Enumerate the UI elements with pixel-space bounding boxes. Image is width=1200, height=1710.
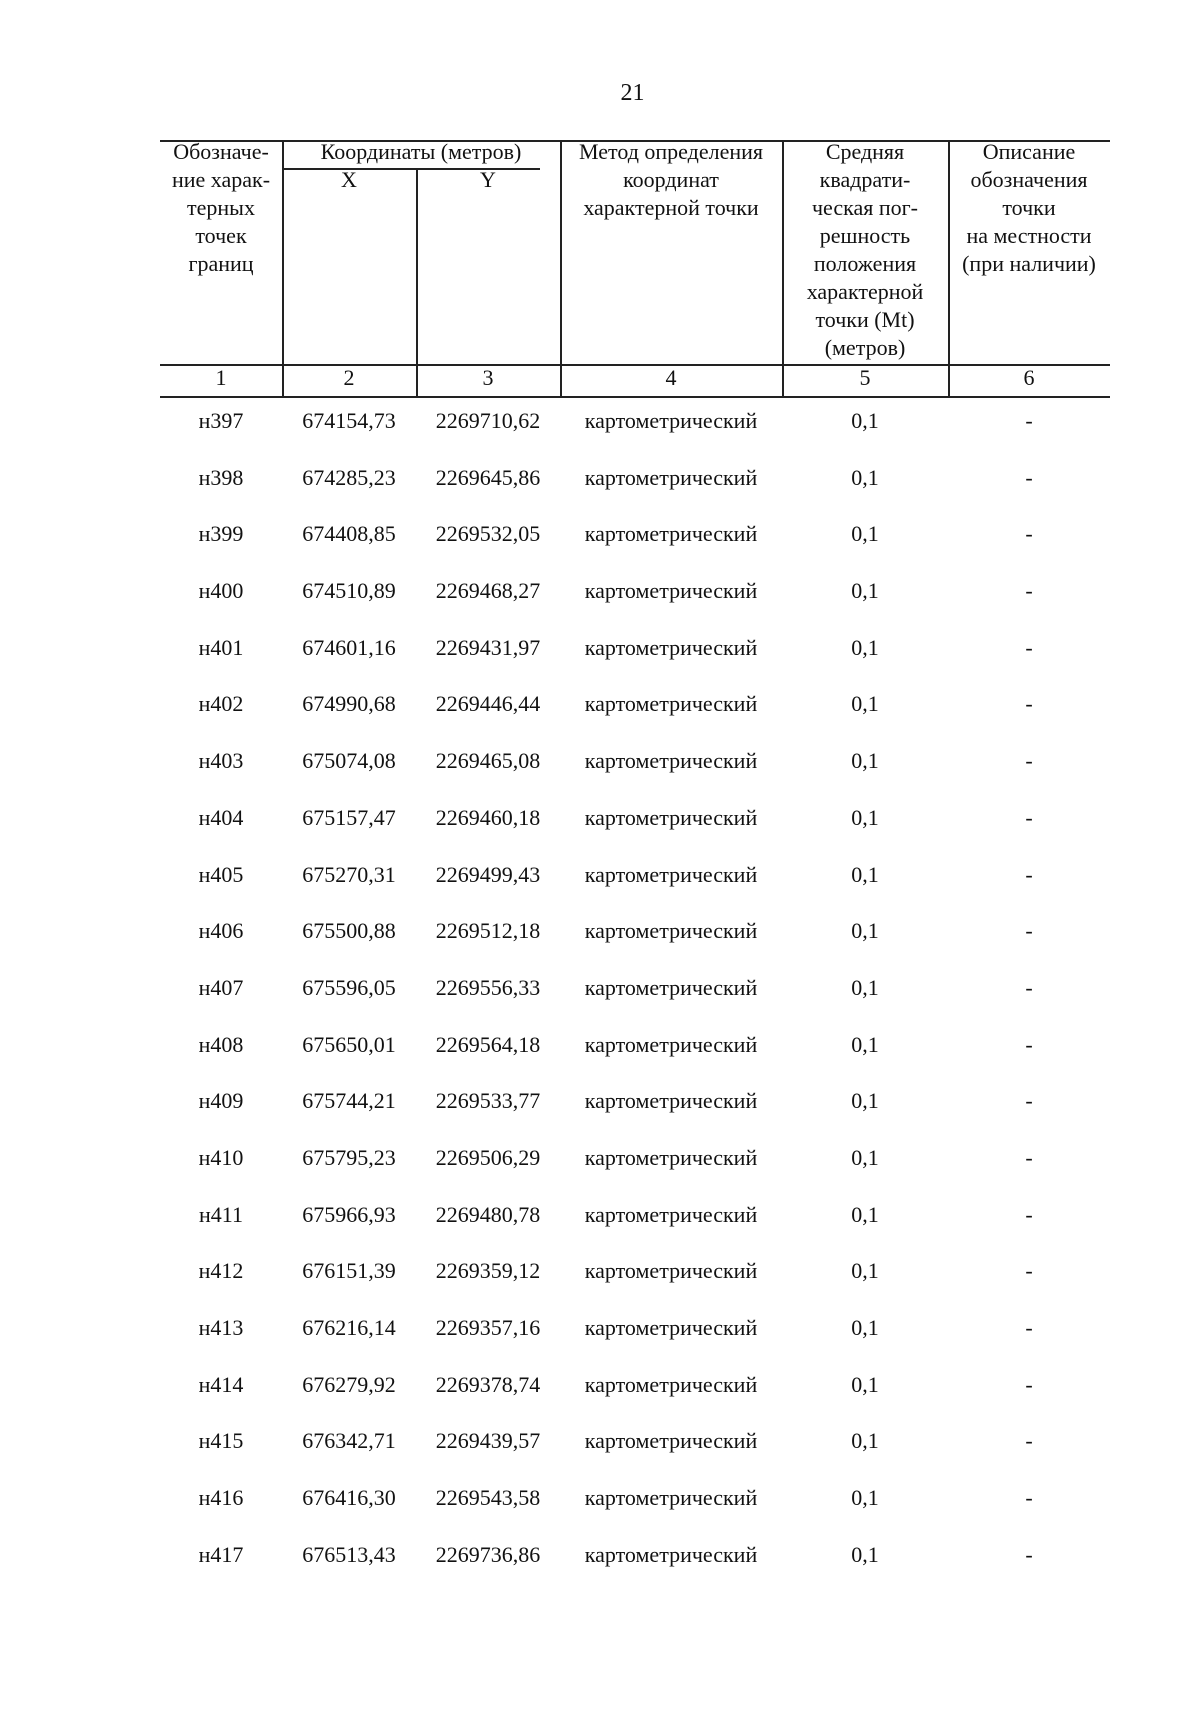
col-divider-2 [416,168,418,397]
header-mean-error: Средняя квадрати- ческая пог- решность положения характерной точки (Mt) (метров) [806,139,924,360]
point-id: н402 [198,691,244,717]
table-row [160,1313,1110,1370]
mean-error: 0,1 [851,408,879,433]
coord-x: 675650,01 [302,1031,396,1057]
mean-error: 0,1 [851,1144,879,1170]
mean-error: 0,1 [851,748,879,774]
description: - [1025,1315,1033,1340]
coord-x: 676151,39 [302,1258,396,1284]
coord-y: 2269506,29 [435,1144,541,1170]
point-id: н417 [198,1541,244,1567]
mean-error: 0,1 [851,804,879,830]
header-point-designation: Обозначе- ние харак- терных точек границ [171,139,271,276]
column-number-4: 4 [665,365,677,390]
coord-y: 2269533,77 [435,1088,541,1114]
table-row [160,1200,1110,1257]
description: - [1025,1144,1033,1170]
description: - [1025,1485,1033,1511]
method: картометрический [584,1088,758,1114]
coord-x: 675074,08 [302,748,396,774]
method: картометрический [584,974,758,1000]
method: картометрический [584,464,758,490]
method: картометрический [584,578,758,604]
point-id: н403 [198,748,244,774]
table-body [160,406,1110,1596]
coord-x: 676342,71 [302,1428,396,1454]
coord-y: 2269378,74 [435,1371,541,1397]
mean-error: 0,1 [851,918,879,944]
table-row [160,689,1110,746]
description: - [1025,1258,1033,1284]
coord-x: 675795,23 [302,1144,396,1170]
point-id: н415 [198,1428,244,1454]
mean-error: 0,1 [851,1485,879,1511]
description: - [1025,521,1033,547]
point-id: н407 [198,974,244,1000]
point-id: н400 [198,578,244,604]
table-row [160,1030,1110,1087]
table-row [160,1540,1110,1597]
table-row [160,1426,1110,1483]
description: - [1025,691,1033,717]
header-description: Описание обозначения точки на местности (при наличии) [962,139,1096,276]
coord-y: 2269532,05 [435,521,541,547]
coord-y: 2269460,18 [435,804,541,830]
table-row [160,746,1110,803]
mean-error: 0,1 [851,1031,879,1057]
method: картометрический [584,1428,758,1454]
coord-x: 675270,31 [302,861,396,887]
coord-x: 676216,14 [302,1315,396,1340]
mean-error: 0,1 [851,1088,879,1114]
description: - [1025,804,1033,830]
description: - [1025,464,1033,490]
boundary-points-table [160,138,1110,1596]
description: - [1025,1031,1033,1057]
point-id: н398 [198,464,244,490]
description: - [1025,634,1033,660]
coord-x: 674990,68 [302,691,396,717]
coord-y: 2269359,12 [435,1258,541,1284]
table-row [160,973,1110,1030]
mean-error: 0,1 [851,1315,879,1340]
column-number-6: 6 [1023,365,1035,390]
column-numbers-bottom-rule [160,396,1110,398]
table-row [160,1370,1110,1427]
coord-x: 675966,93 [302,1201,396,1227]
method: картометрический [584,1144,758,1170]
coord-y: 2269710,62 [435,408,541,433]
mean-error: 0,1 [851,974,879,1000]
header-x: X [341,167,357,192]
coord-y: 2269499,43 [435,861,541,887]
coord-x: 676513,43 [302,1541,396,1567]
table-header [160,138,1110,398]
point-id: н412 [198,1258,244,1284]
method: картометрический [584,691,758,717]
mean-error: 0,1 [851,691,879,717]
mean-error: 0,1 [851,464,879,490]
page-number: 21 [620,80,645,106]
point-id: н404 [198,804,244,830]
method: картометрический [584,634,758,660]
point-id: н410 [198,1144,244,1170]
coord-x: 675596,05 [302,974,396,1000]
point-id: н399 [198,521,244,547]
description: - [1025,1428,1033,1454]
coord-x: 676279,92 [302,1371,396,1397]
coord-x: 674154,73 [302,408,396,433]
coord-x: 675157,47 [302,804,396,830]
table-row [160,1256,1110,1313]
coord-y: 2269446,44 [435,691,541,717]
column-number-1: 1 [215,365,227,390]
description: - [1025,1088,1033,1114]
description: - [1025,918,1033,944]
method: картометрический [584,748,758,774]
point-id: н405 [198,861,244,887]
table-row [160,519,1110,576]
coord-y: 2269736,86 [435,1541,541,1567]
coord-y: 2269543,58 [435,1485,541,1511]
table-row [160,860,1110,917]
header-y: Y [480,167,496,192]
point-id: н408 [198,1031,244,1057]
coord-y: 2269645,86 [435,464,541,490]
coord-x: 674601,16 [302,634,396,660]
method: картометрический [584,1031,758,1057]
method: картометрический [584,918,758,944]
coord-y: 2269357,16 [435,1315,541,1340]
coord-y: 2269480,78 [435,1201,541,1227]
coord-y: 2269431,97 [435,634,541,660]
table-row [160,576,1110,633]
point-id: н411 [199,1201,243,1227]
coord-x: 675744,21 [302,1088,396,1114]
method: картометрический [584,1201,758,1227]
coord-y: 2269468,27 [435,578,541,604]
table-row [160,1483,1110,1540]
mean-error: 0,1 [851,1541,879,1567]
coord-y: 2269465,08 [435,748,541,774]
description: - [1025,974,1033,1000]
method: картометрический [584,408,758,433]
column-number-3: 3 [482,365,494,390]
mean-error: 0,1 [851,578,879,604]
method: картометрический [584,1485,758,1511]
coord-x: 675500,88 [302,918,396,944]
table-row [160,463,1110,520]
method: картометрический [584,521,758,547]
mean-error: 0,1 [851,1428,879,1454]
mean-error: 0,1 [851,861,879,887]
coord-x: 674285,23 [302,464,396,490]
method: картометрический [584,1258,758,1284]
coord-y: 2269556,33 [435,974,541,1000]
point-id: н406 [198,918,244,944]
mean-error: 0,1 [851,634,879,660]
coord-x: 674510,89 [302,578,396,604]
description: - [1025,748,1033,774]
mean-error: 0,1 [851,1371,879,1397]
coord-y: 2269512,18 [435,918,541,944]
column-number-2: 2 [343,365,355,390]
description: - [1025,1371,1033,1397]
mean-error: 0,1 [851,1258,879,1284]
mean-error: 0,1 [851,1201,879,1227]
table-row [160,803,1110,860]
point-id: н416 [198,1485,244,1511]
header-method: Метод определения координат характерной точки [578,139,764,220]
table-row [160,1143,1110,1200]
point-id: н397 [198,408,244,433]
point-id: н409 [198,1088,244,1114]
point-id: н414 [198,1371,244,1397]
method: картометрический [584,1541,758,1567]
description: - [1025,861,1033,887]
header-coordinates: Координаты (метров) [320,139,522,164]
point-id: н413 [198,1315,244,1340]
method: картометрический [584,1315,758,1340]
description: - [1025,1201,1033,1227]
table-row [160,1086,1110,1143]
table-row [160,916,1110,973]
method: картометрический [584,1371,758,1397]
coord-x: 676416,30 [302,1485,396,1511]
mean-error: 0,1 [851,521,879,547]
coord-x: 674408,85 [302,521,396,547]
table-row [160,406,1110,463]
column-number-5: 5 [859,365,871,390]
description: - [1025,578,1033,604]
method: картометрический [584,861,758,887]
coord-y: 2269439,57 [435,1428,541,1454]
description: - [1025,408,1033,433]
table-row [160,633,1110,690]
description: - [1025,1541,1033,1567]
point-id: н401 [198,634,244,660]
method: картометрический [584,804,758,830]
coord-y: 2269564,18 [435,1031,541,1057]
